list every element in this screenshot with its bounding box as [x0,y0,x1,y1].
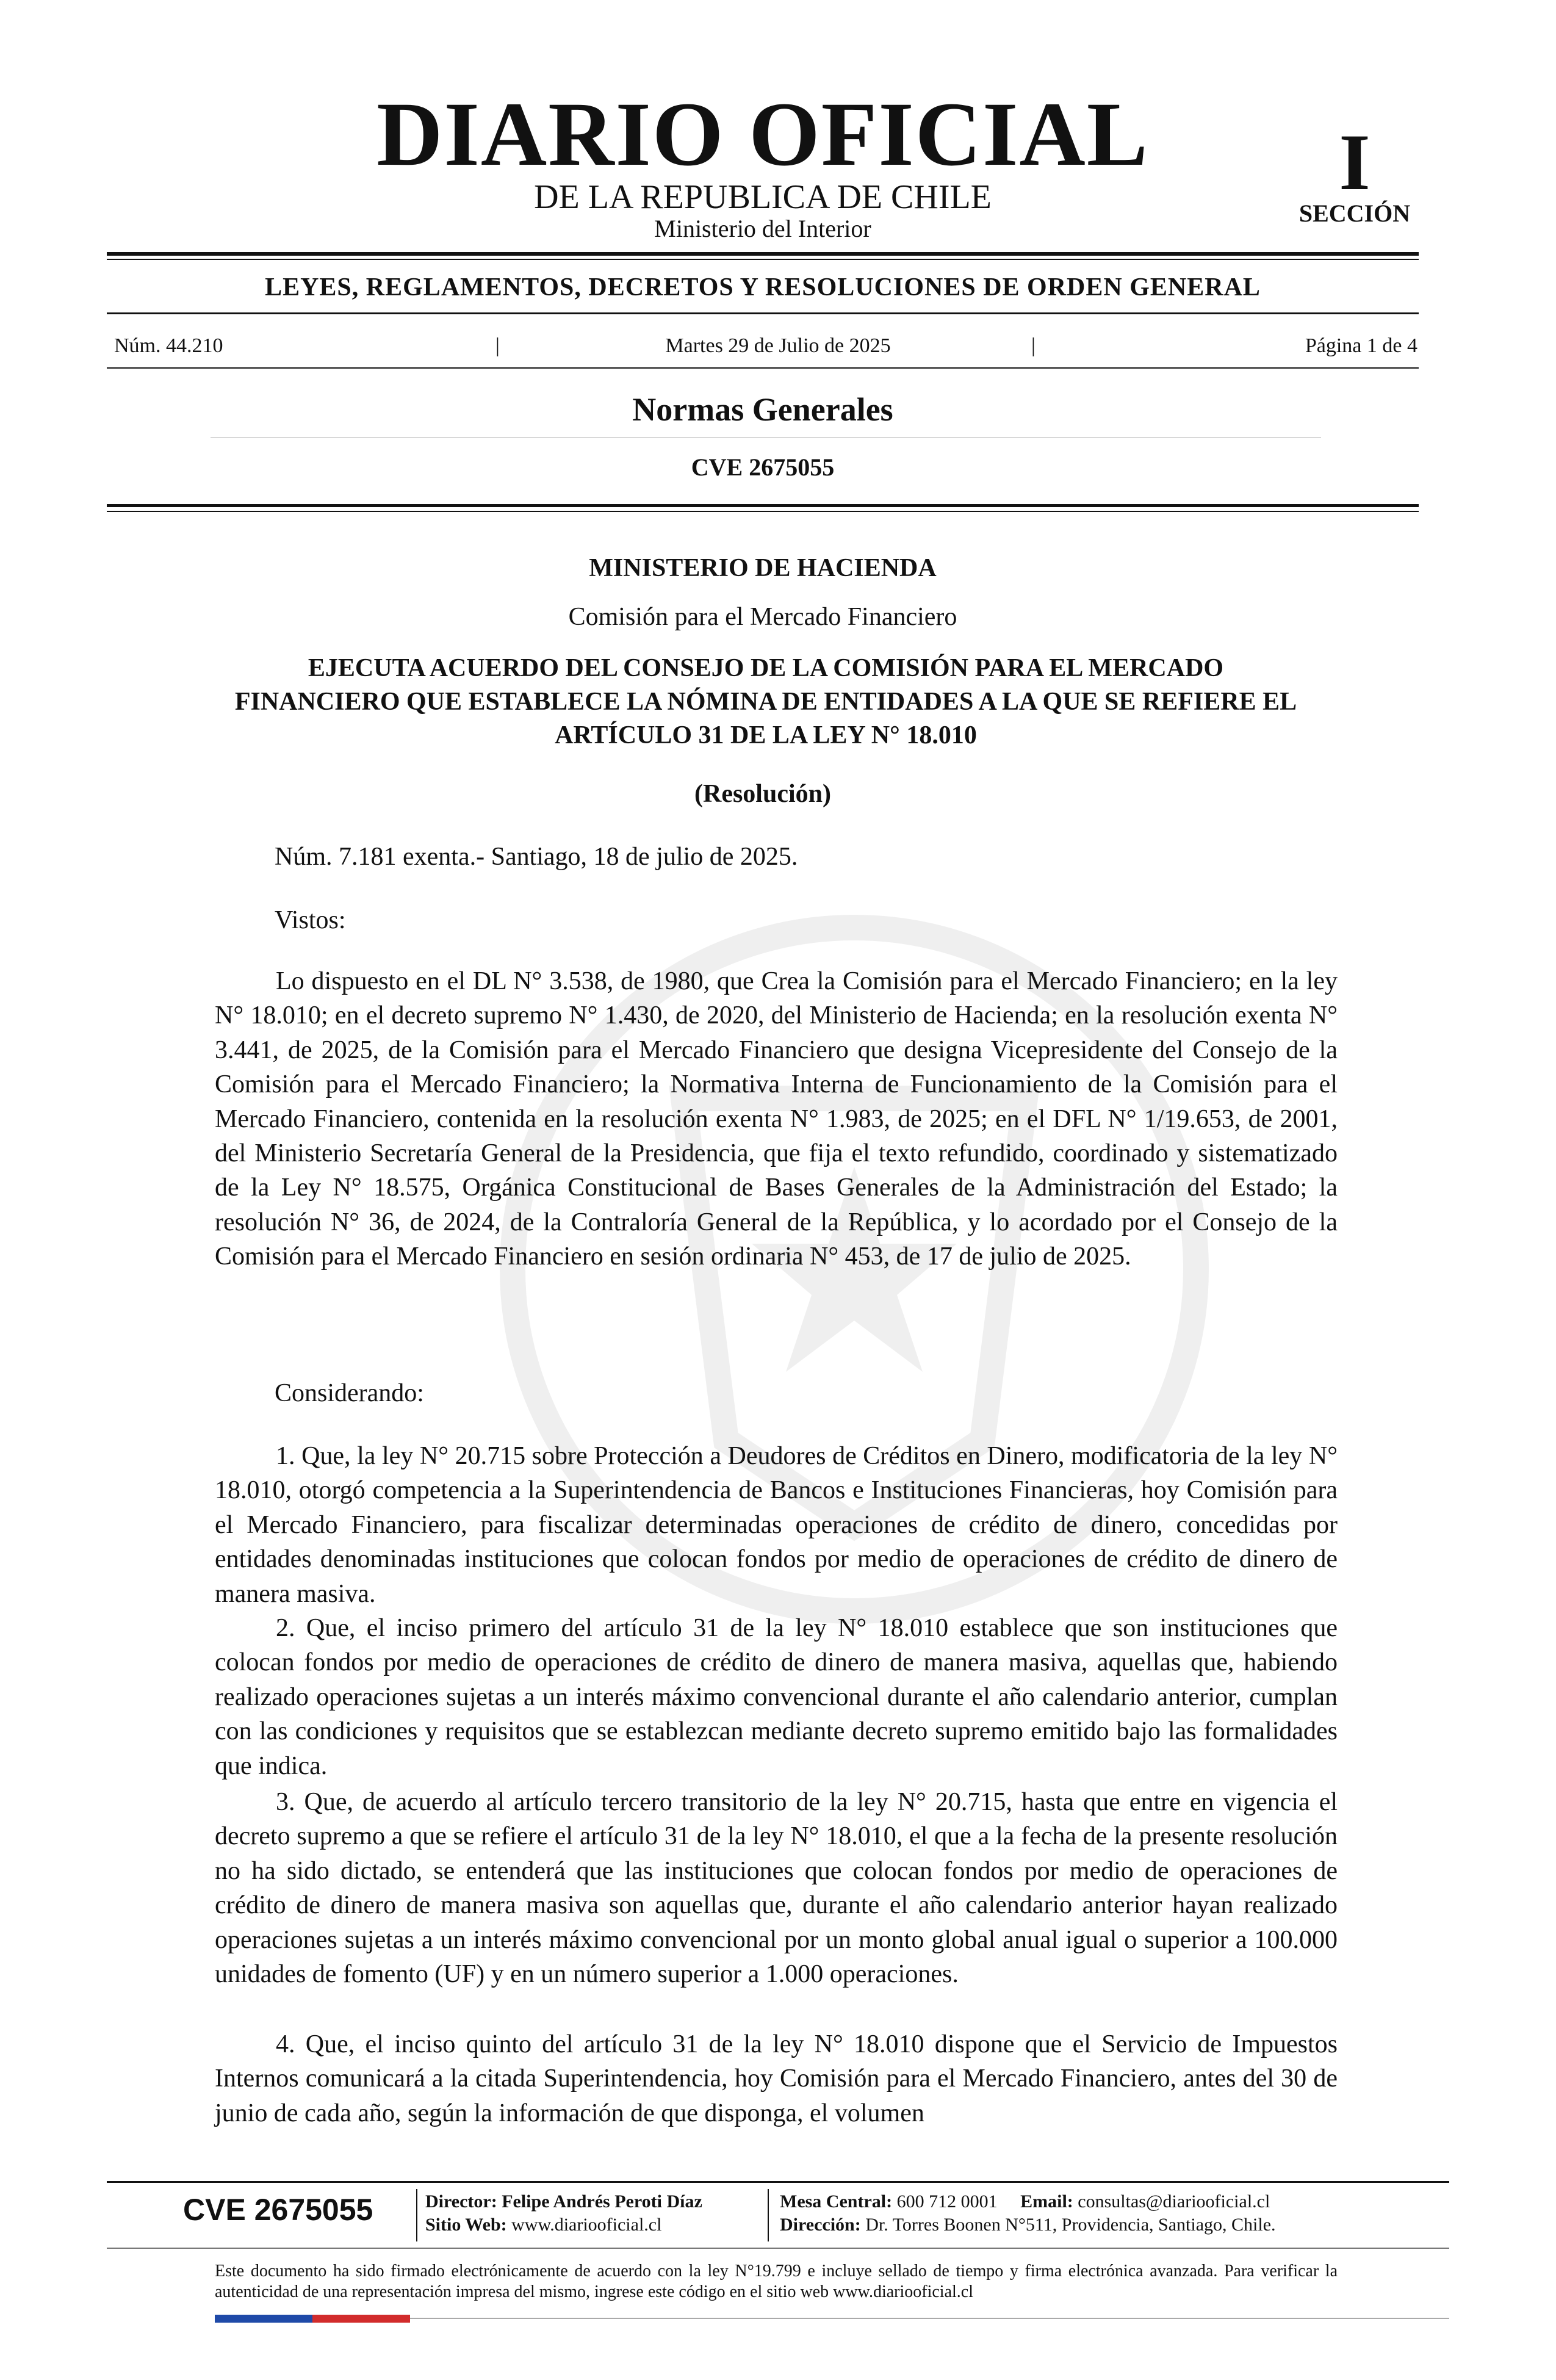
footer-email-label: Email: [1020,2191,1073,2212]
flag-stripe-red [312,2315,410,2323]
section-number: I [1339,117,1371,207]
footer-phone-label: Mesa Central: [780,2191,893,2212]
category-rule-bottom [107,312,1419,314]
masthead-ministry: Ministerio del Interior [654,215,871,242]
considerando-label: Considerando: [275,1379,424,1407]
section-label: SECCIÓN [1298,200,1411,227]
footer-address-label: Dirección: [780,2215,861,2235]
masthead-subtitle: DE LA REPUBLICA DE CHILE [534,178,992,216]
footer-address [780,2214,1276,2236]
footer-website [425,2214,661,2236]
considerando-4: 4. Que, el inciso quinto del artículo 31 de la ley N° 18.010 dispone que el Servicio de Impuestos Internos comunicará a la citada Superintendencia, hoy Comisión para el Mercado Financiero, antes del 30 de junio de cada año, según la información de que disponga, el volumen [215,2030,1338,2127]
footer-divider-1 [416,2189,417,2241]
footer-phone: 600 712 0001 [896,2191,998,2212]
masthead-rule-top [107,252,1419,256]
flag-stripe-blue [215,2315,312,2323]
section-cve: CVE 2675055 [691,453,835,481]
considerando-2: 2. Que, el inciso primero del artículo 31 de la ley N° 18.010 establece que son instituciones que colocan fondos por medio de operaciones de crédito de dinero de manera masiva, aquellas que, habiendo realizado operaciones sujetas a un interés máximo convencional durante el año calendario anterior, cumplan con las condiciones y requisitos que se establezcan mediante decreto supremo emitido bajo las formalidades que indica. [215,1614,1338,1780]
masthead-rule-top-thin [107,259,1419,260]
footer-cve: CVE 2675055 [183,2193,373,2227]
section-rule-thick [107,504,1419,507]
footer-director-label: Director: [425,2191,497,2212]
footer-rule-bottom [410,2318,1449,2319]
masthead-title: DIARIO OFICIAL [376,84,1149,185]
issue-separator-2: | [1031,334,1036,357]
footer-divider-2 [768,2189,769,2241]
footer-director-name: Felipe Andrés Peroti Díaz [502,2191,702,2212]
considerando-3: 3. Que, de acuerdo al artículo tercero transitorio de la ley N° 20.715, hasta que entre en vigencia el decreto supremo a que se refiere el artículo 31 de la ley N° 18.010, el que a la fecha de la presente resolución no ha sido dictado, se entenderá que las instituciones que colocan fondos por medio de operaciones de crédito de dinero de manera masiva son aquellas que, durante el año calendario anterior hayan realizado operaciones sujetas a un interés máximo convencional por un monto global anual igual o superior a 100.000 unidades de fomento (UF) y en un número superior a 1.000 operaciones. [215,1788,1338,1989]
section-heading-rule [211,437,1321,438]
footer-rule-top [107,2181,1449,2183]
footer-email-link[interactable]: consultas@diariooficial.cl [1078,2191,1270,2212]
issue-page: Página 1 de 4 [1305,334,1417,357]
document-reference: Núm. 7.181 exenta.- Santiago, 18 de julio de 2025. [275,843,798,871]
issue-separator-1: | [495,334,500,357]
issue-number: Núm. 44.210 [114,334,223,357]
document-agency: Comisión para el Mercado Financiero [568,603,957,631]
considerando-1: 1. Que, la ley N° 20.715 sobre Protección a Deudores de Créditos en Dinero, modificatoria de la ley N° 18.010, otorgó competencia a la Superintendencia de Bancos e Instituciones Financieras, hoy Comisión para el Mercado Financiero, para fiscalizar determinadas operaciones de crédito de dinero, concedidas por entidades denominadas instituciones que colocan fondos por medio de operaciones de crédito de dinero de manera masiva. [215,1442,1338,1608]
footer-director [425,2191,702,2213]
category-heading: LEYES, REGLAMENTOS, DECRETOS Y RESOLUCIONES DE ORDEN GENERAL [265,273,1261,301]
document-ministry: MINISTERIO DE HACIENDA [589,554,937,582]
footer-signature-note: Este documento ha sido firmado electrónicamente de acuerdo con la ley N°19.799 e incluye sellado de tiempo y firma electrónica avanzada. Para verificar la autenticidad de una representación impresa del mismo, ingrese este código en el sitio web www.diariooficial.cl [215,2262,1338,2301]
footer-address-text: Dr. Torres Boonen N°511, Providencia, Santiago, Chile. [865,2215,1276,2235]
footer-contact [780,2191,1270,2213]
section-rule-thin [107,511,1419,512]
footer-website-label: Sitio Web: [425,2215,507,2235]
footer-rule-middle [107,2248,1449,2249]
issue-date: Martes 29 de Julio de 2025 [665,334,891,357]
vistos-label: Vistos: [275,906,346,934]
vistos-paragraph: Lo dispuesto en el DL N° 3.538, de 1980, que Crea la Comisión para el Mercado Financiero; en la ley N° 18.010; en el decreto supremo N° 1.430, de 2020, del Ministerio de Hacienda; en la resolución exenta N° 3.441, de 2025, de la Comisión para el Mercado Financiero que designa Vicepresidente del Consejo de la Comisión para el Mercado Financiero; la Normativa Interna de Funcionamiento de la Comisión para el Mercado Financiero, contenida en la resolución exenta N° 1.983, de 2025; en el DFL N° 1/19.653, de 2001, del Ministerio Secretaría General de la Presidencia, que fija el texto refundido, coordinado y sistematizado de la Ley N° 18.575, Orgánica Constitucional de Bases Generales de la Administración del Estado; la resolución N° 36, de 2024, de la Contraloría General de la República, y lo acordado por el Consejo de la Comisión para el Mercado Financiero en sesión ordinaria N° 453, de 17 de julio de 2025. [215,967,1338,1271]
section-heading: Normas Generales [632,391,893,428]
document-title: EJECUTA ACUERDO DEL CONSEJO DE LA COMISIÓN PARA EL MERCADO FINANCIERO QUE ESTABLECE LA NÓMINA DE ENTIDADES A LA QUE SE REFIERE EL ARTÍCULO 31 DE LA LEY N° 18.010 [234,654,1297,749]
footer-website-link[interactable]: www.diariooficial.cl [511,2215,662,2235]
document-type: (Resolución) [694,780,831,808]
issue-rule [107,367,1419,369]
